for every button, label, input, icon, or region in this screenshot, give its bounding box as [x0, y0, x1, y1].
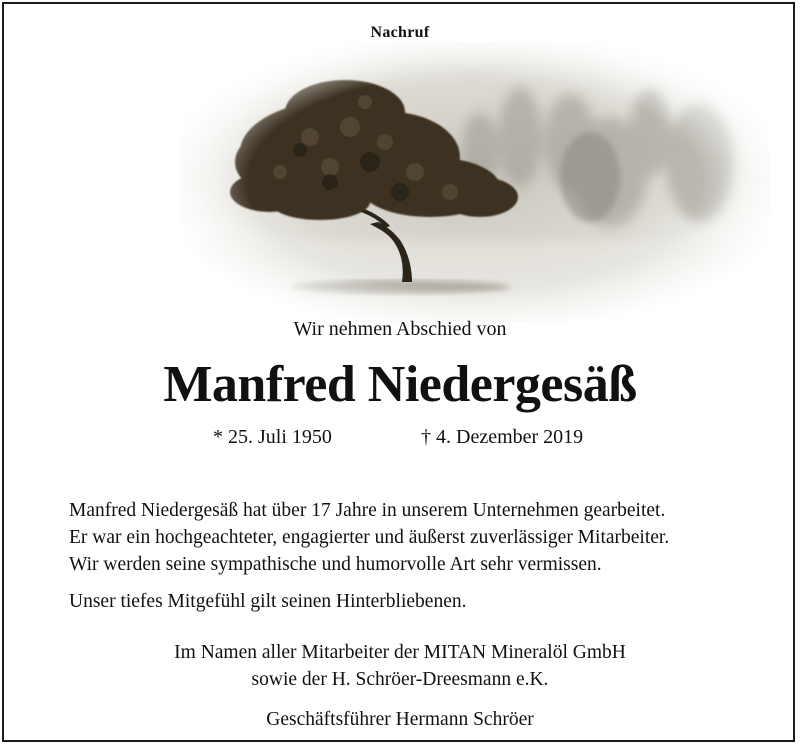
condolence-paragraph: Unser tiefes Mitgefühl gilt seinen Hinterbliebenen. [69, 591, 467, 612]
tribute-paragraph [69, 497, 669, 578]
deceased-name: Manfred Niedergesäß [163, 356, 637, 413]
birth-date: * 25. Juli 1950 [213, 426, 332, 448]
intro-line: Wir nehmen Abschied von [293, 318, 507, 340]
tribute-line: Manfred Niedergesäß hat über 17 Jahre in unserem Unternehmen gearbeitet. [69, 500, 666, 521]
signature-block [0, 639, 800, 693]
tribute-line: Er war ein hochgeachteter, engagierter und äußerst zuverlässiger Mitarbeiter. [69, 527, 670, 548]
signature-line-partner: sowie der H. Schröer-Dreesmann e.K. [251, 669, 549, 690]
signature-line-company: Im Namen aller Mitarbeiter der MITAN Mineralöl GmbH [174, 642, 626, 663]
death-date: † 4. Dezember 2019 [421, 426, 584, 448]
tree-photo [180, 42, 770, 322]
signature-line-director: Geschäftsführer Hermann Schröer [266, 709, 534, 730]
notice-header: Nachruf [370, 24, 430, 41]
tribute-line: Wir werden seine sympathische und humorvolle Art sehr vermissen. [69, 554, 602, 575]
